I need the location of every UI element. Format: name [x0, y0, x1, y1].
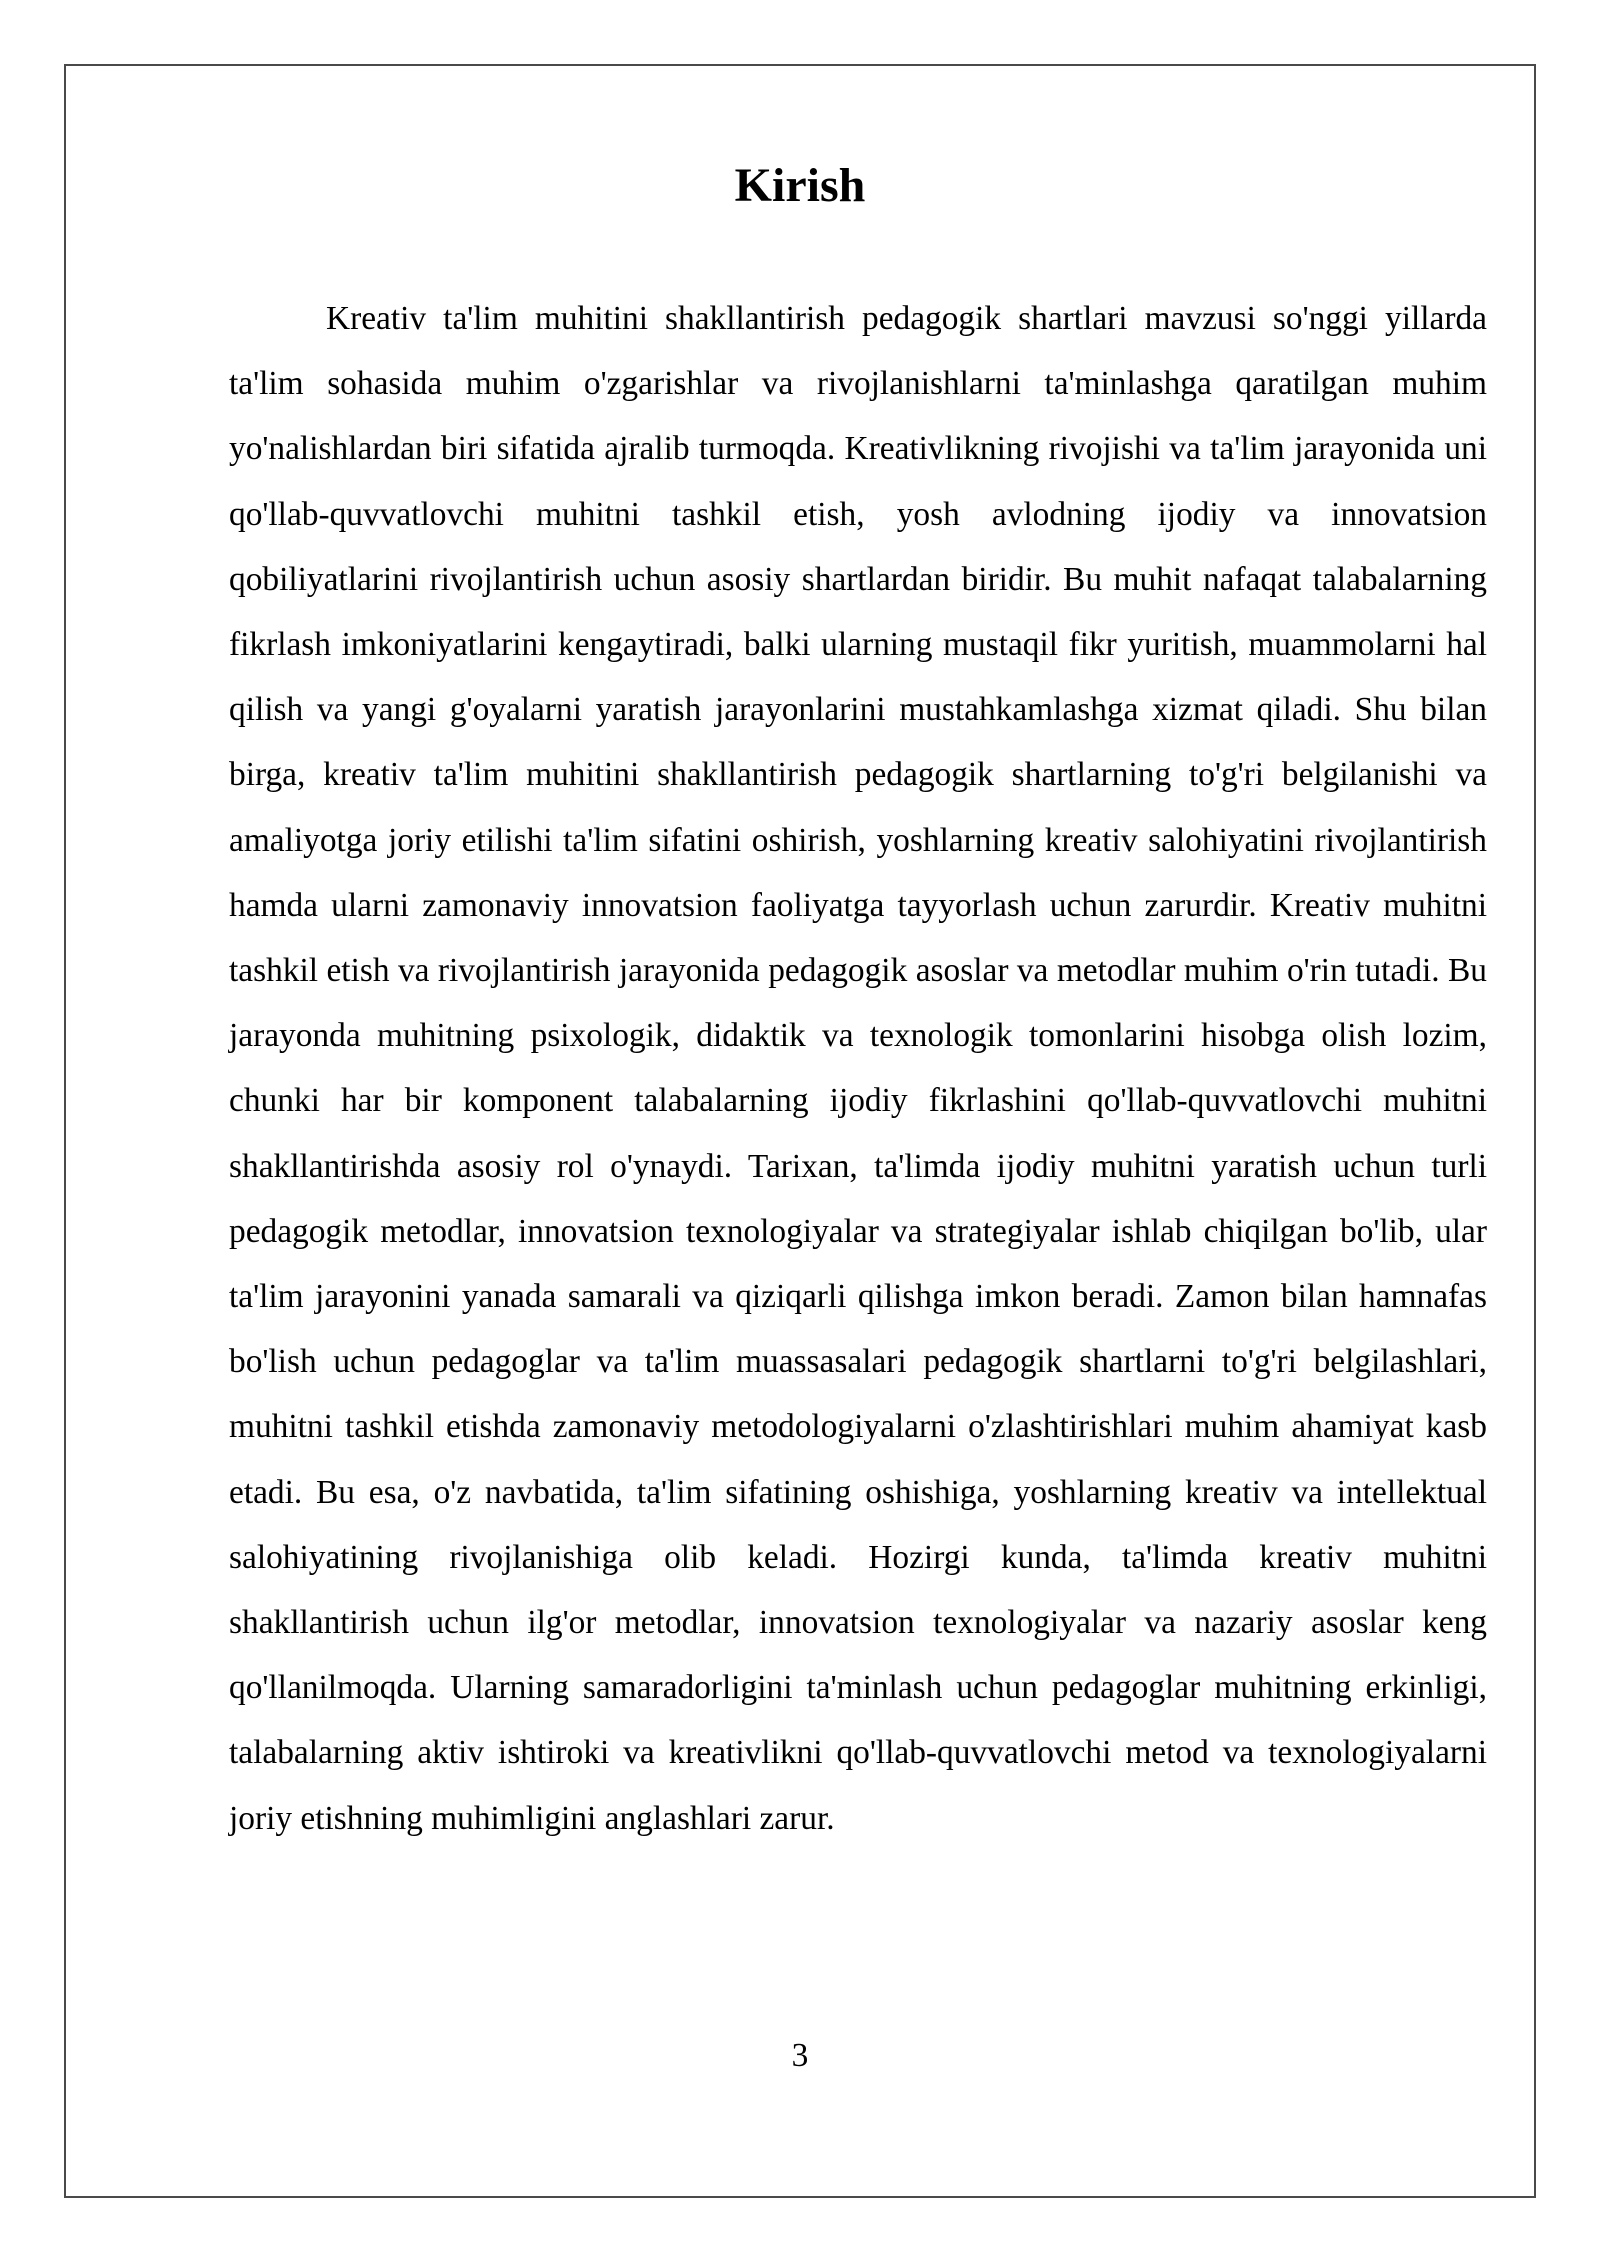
body-paragraph: Kreativ ta'lim muhitini shakllantirish pedagogik shartlari mavzusi so'nggi yillarda ta'lim sohasida muhim o'zgarishlar va rivojlanishlarni ta'minlashga qaratilgan muhim yo'nalishlardan biri sifatida ajralib turmoqda. Kreativlikning rivojishi va ta'lim jarayonida uni qo'llab-quvvatlovchi muhitni tashkil etish, yosh avlodning ijodiy va innovatsion qobiliyatlarini rivojlantirish uchun asosiy shartlardan biridir. Bu muhit nafaqat talabalarning fikrlash imkoniyatlarini kengaytiradi, balki ularning mustaqil fikr yuritish, muammolarni hal qilish va yangi g'oyalarni yaratish jarayonlarini mustahkamlashga xizmat qiladi. Shu bilan birga, kreativ ta'lim muhitini shakllantirish pedagogik shartlarning to'g'ri belgilanishi va amaliyotga joriy etilishi ta'lim sifatini oshirish, yoshlarning kreativ salohiyatini rivojlantirish hamda ularni zamonaviy innovatsion faoliyatga tayyorlash uchun zarurdir. Kreativ muhitni tashkil etish va rivojlantirish jarayonida pedagogik asoslar va metodlar muhim o'rin tutadi. Bu jarayonda muhitning psixologik, didaktik va texnologik tomonlarini hisobga olish lozim, chunki har bir komponent talabalarning ijodiy fikrlashini qo'llab-quvvatlovchi muhitni shakllantirishda asosiy rol o'ynaydi. Tarixan, ta'limda ijodiy muhitni yaratish uchun turli pedagogik metodlar, innovatsion texnologiyalar va strategiyalar ishlab chiqilgan bo'lib, ular ta'lim jarayonini yanada samarali va qiziqarli qilishga imkon beradi. Zamon bilan hamnafas bo'lish uchun pedagoglar va ta'lim muassasalari pedagogik shartlarni to'g'ri belgilashlari, muhitni tashkil etishda zamonaviy metodologiyalarni o'zlashtirishlari muhim ahamiyat kasb etadi. Bu esa, o'z navbatida, ta'lim sifatining oshishiga, yoshlarning kreativ va intellektual salohiyatining rivojlanishiga olib keladi. Hozirgi kunda, ta'limda kreativ muhitni shakllantirish uchun ilg'or metodlar, innovatsion texnologiyalar va nazariy asoslar keng qo'llanilmoqda. Ularning samaradorligini ta'minlash uchun pedagoglar muhitning erkinligi, talabalarning aktiv ishtiroki va kreativlikni qo'llab-quvvatlovchi metod va texnologiyalarni joriy etishning muhimligini anglashlari zarur.: [229, 300, 1487, 1837]
page-title: Kirish: [734, 159, 866, 212]
page-number: 3: [791, 2037, 809, 2074]
